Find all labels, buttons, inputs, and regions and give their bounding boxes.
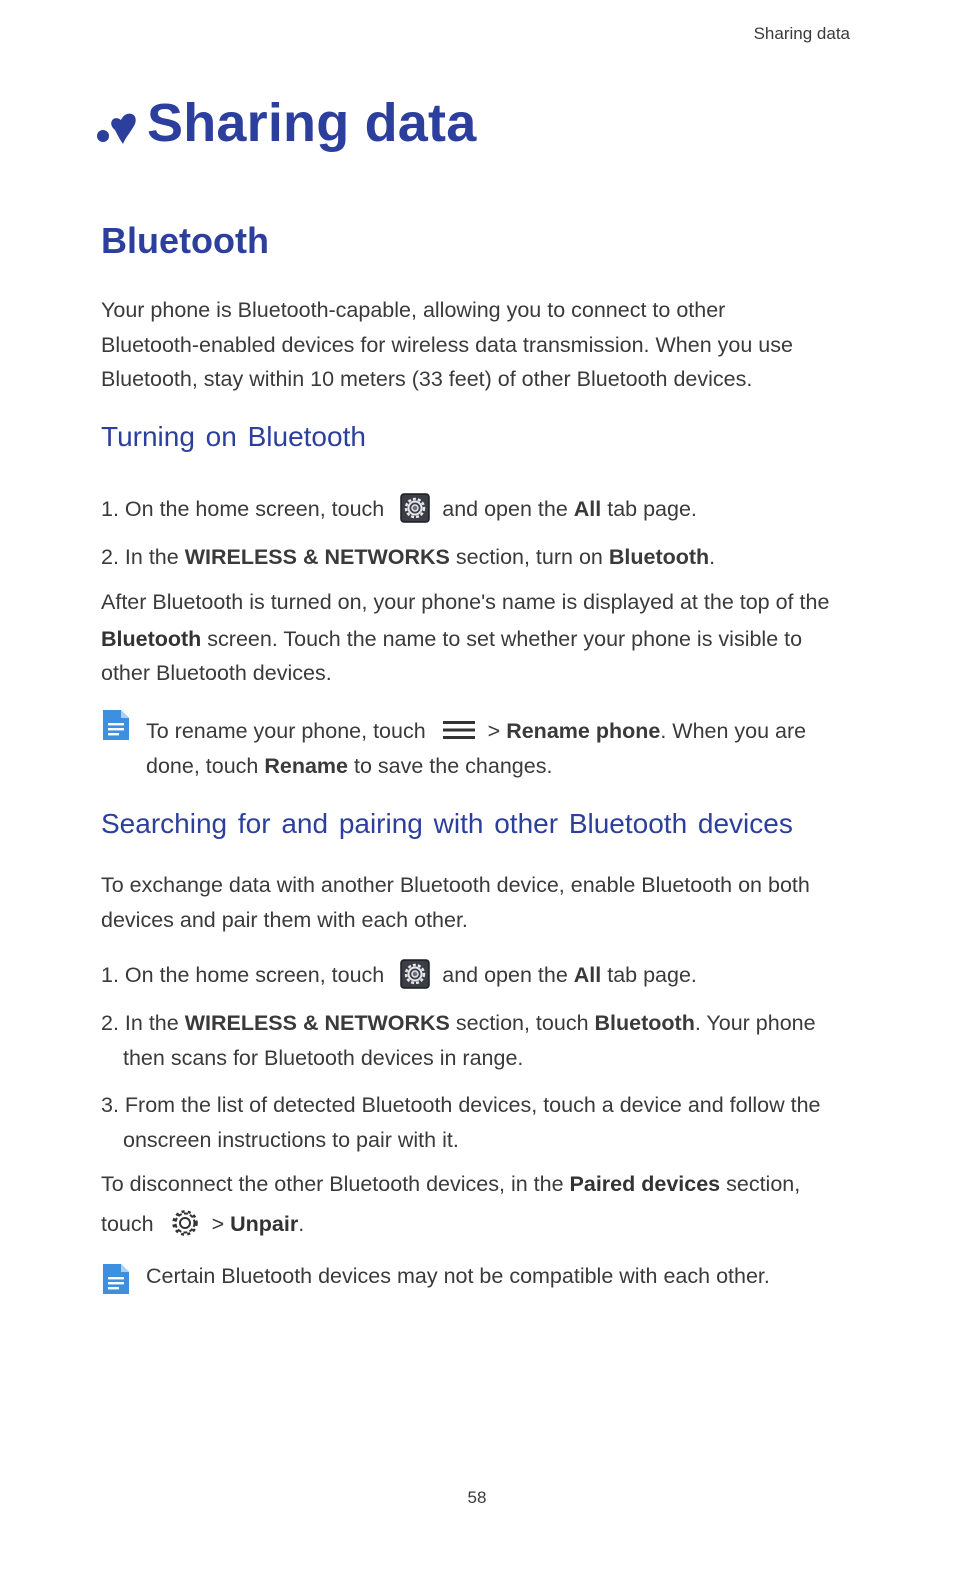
menu-icon [442, 719, 476, 741]
note-text: . When you are [660, 719, 807, 743]
pairing-step-2 [101, 1006, 861, 1075]
step-text: and open the [442, 963, 568, 987]
step-text: section, turn on [455, 545, 603, 569]
rename-label: Rename [264, 753, 349, 778]
step-text: On the home screen, touch [124, 963, 385, 987]
paragraph-line: After Bluetooth is turned on, your phone's name is displayed at the top of the [101, 590, 830, 614]
intro-line: Bluetooth-enabled devices for wireless data transmission. When you use [101, 332, 793, 357]
all-tab-label: All [573, 963, 602, 987]
settings-app-icon [400, 959, 430, 989]
all-tab-label: All [573, 497, 602, 521]
step-1 [101, 492, 861, 527]
chapter-heading [95, 92, 476, 154]
paragraph-text: . [298, 1211, 305, 1236]
gear-icon [170, 1208, 200, 1238]
step-text: section, touch [455, 1011, 589, 1035]
rename-note [146, 714, 866, 783]
bluetooth-label: Bluetooth [101, 627, 202, 651]
intro-paragraph [101, 293, 861, 397]
step-text: On the home screen, touch [124, 497, 385, 521]
step-text: tab page. [607, 497, 697, 521]
chapter-bullet-icon [95, 104, 139, 148]
wireless-networks-label: WIRELESS & NETWORKS [184, 545, 450, 569]
step-text: In the [124, 1011, 179, 1035]
step-number: 2. [101, 1011, 119, 1035]
step-number: 1. [101, 963, 119, 987]
step-number: 2. [101, 545, 119, 569]
paragraph-line: devices and pair them with each other. [101, 907, 468, 932]
intro-line: Your phone is Bluetooth-capable, allowing you to connect to other [101, 298, 726, 322]
note-text: To rename your phone, touch [146, 719, 426, 743]
note-line [146, 714, 866, 749]
paragraph-text: screen. Touch the name to set whether your phone is visible to [207, 627, 803, 651]
paragraph-line [101, 621, 861, 658]
step-number: 1. [101, 497, 119, 521]
step-text: and open the [442, 497, 568, 521]
pairing-intro [101, 868, 861, 937]
step-2 [101, 540, 861, 575]
step-text: . [709, 545, 716, 569]
unpair-label: Unpair [230, 1211, 299, 1236]
step-text: . Your phone [694, 1011, 816, 1035]
paragraph-line [101, 1167, 861, 1202]
paragraph-text: section, [726, 1172, 801, 1196]
note-icon [101, 708, 131, 742]
step-text: From the list of detected Bluetooth devices, touch a device and follow the [124, 1093, 821, 1117]
settings-app-icon [400, 493, 430, 523]
step-text: In the [124, 545, 179, 569]
subsection-title-turning-on: Turning on Bluetooth [101, 421, 366, 452]
step-text: tab page. [607, 963, 697, 987]
intro-line: Bluetooth, stay within 10 meters (33 feet) of other Bluetooth devices. [101, 367, 753, 391]
pairing-step-3 [101, 1088, 861, 1157]
step-number: 3. [101, 1093, 119, 1117]
paragraph-text: touch [101, 1211, 154, 1236]
paragraph-text: To disconnect the other Bluetooth devices, in the [101, 1172, 564, 1196]
step-line [101, 1006, 861, 1041]
note-text: done, touch [146, 753, 259, 778]
step-line [101, 1088, 861, 1123]
page-number: 58 [467, 1488, 487, 1507]
running-header: Sharing data [753, 24, 850, 43]
paragraph-line [101, 1202, 861, 1246]
pairing-step-1 [101, 958, 861, 993]
chapter-title: Sharing data [147, 93, 477, 153]
disconnect-paragraph [101, 1167, 861, 1246]
note-icon [101, 1262, 131, 1296]
step-line: onscreen instructions to pair with it. [123, 1127, 459, 1152]
step-line: then scans for Bluetooth devices in range. [123, 1045, 524, 1070]
paragraph-text: > [211, 1211, 225, 1236]
compatibility-note: Certain Bluetooth devices may not be compatible with each other. [146, 1264, 770, 1288]
bluetooth-label: Bluetooth [594, 1011, 695, 1035]
wireless-networks-label: WIRELESS & NETWORKS [184, 1011, 450, 1035]
paragraph-line: To exchange data with another Bluetooth device, enable Bluetooth on both [101, 873, 810, 897]
bluetooth-label: Bluetooth [608, 545, 710, 569]
paired-devices-label: Paired devices [569, 1172, 721, 1196]
note-text: to save the changes. [354, 753, 553, 778]
rename-phone-label: Rename phone [506, 719, 661, 743]
after-paragraph [101, 584, 861, 692]
subsection-title-pairing: Searching for and pairing with other Bluetooth devices [101, 808, 793, 839]
note-line [146, 749, 866, 784]
section-title: Bluetooth [101, 220, 269, 261]
paragraph-line: other Bluetooth devices. [101, 661, 332, 685]
note-text: > [487, 719, 501, 743]
